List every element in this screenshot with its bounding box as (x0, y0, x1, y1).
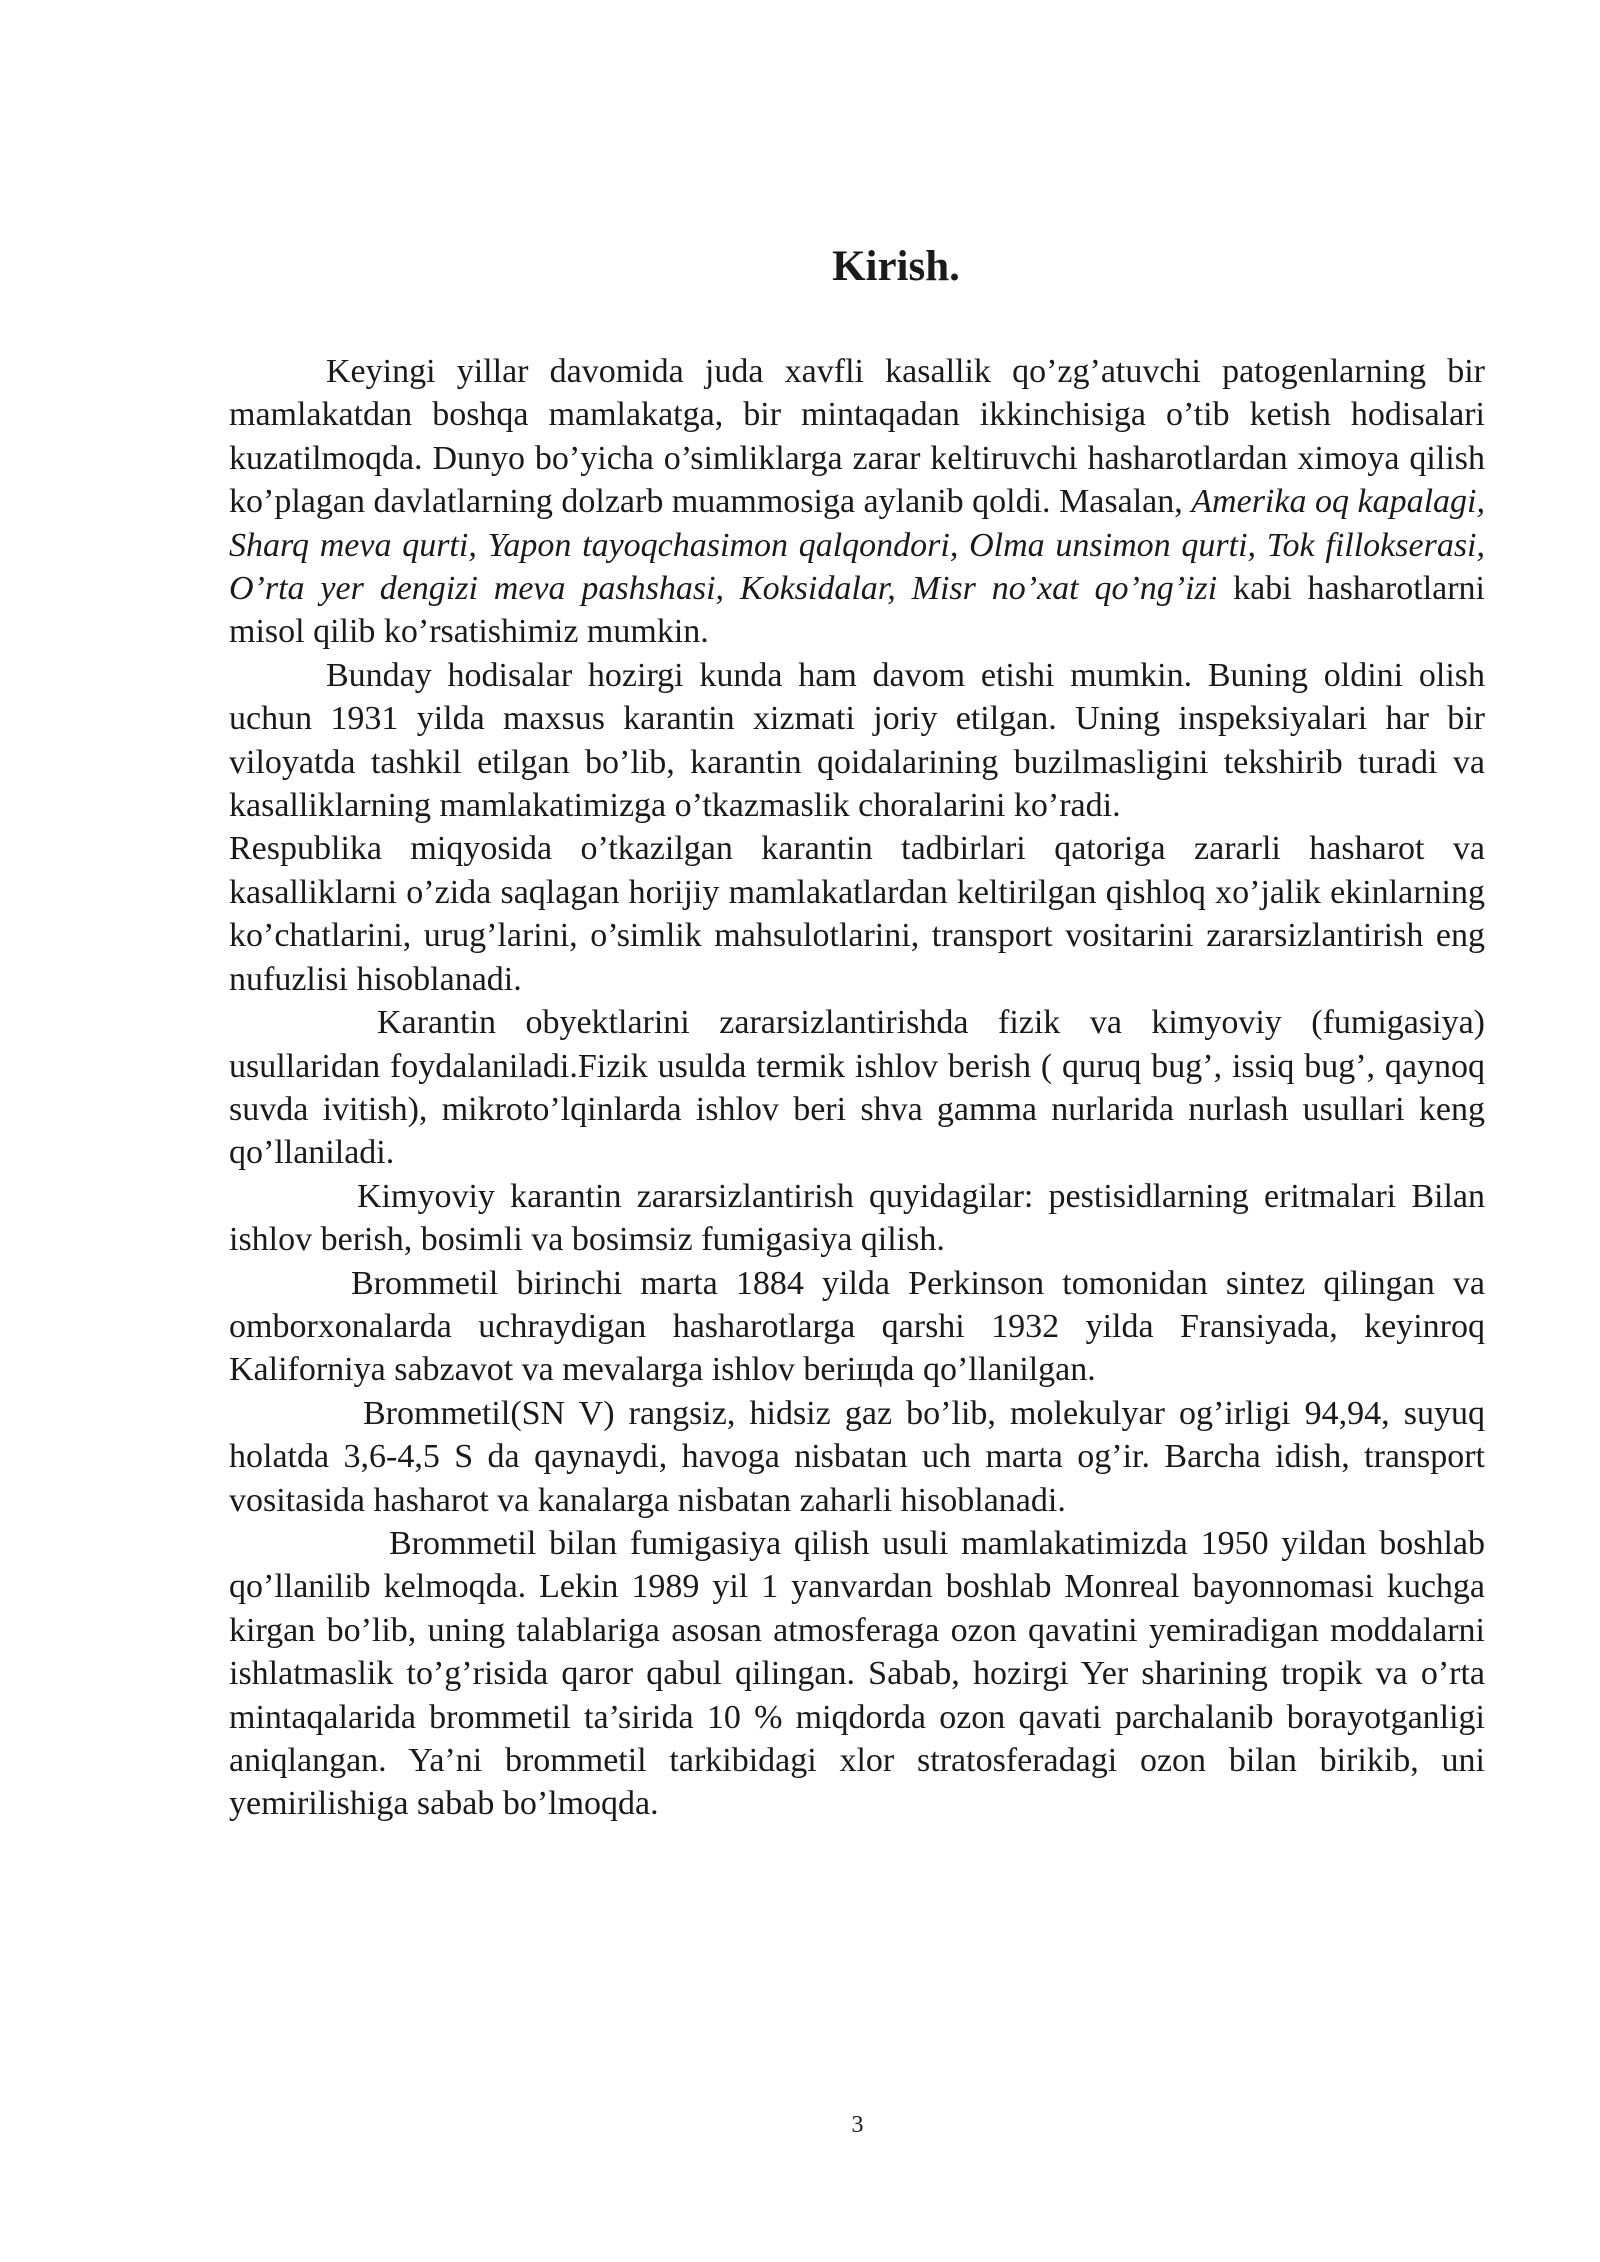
page-title: Kirish. (832, 243, 960, 290)
pest-list-italic: Amerika oq kapalagi, Sharq meva qurti, Yapon tayoqchasimon qalqondori, Olma unsimon qurti, Tok fillokserasi, O’rta yer dengizi meva pashshasi, Koksidalar, Misr no’xat qo’ng’izi (229, 483, 1485, 608)
paragraph-republic-measures: Respublika miqyosida o’tkazilgan karantin tadbirlari qatoriga zararli hasharot va kasalliklarni o’zida saqlagan horijiy mamlakatlardan keltirilgan qishloq xo’jalik ekinlarning ko’chatlarini, urug’larini, o’simlik mahsulotlarini, transport vositarini zararsizlantirish eng nufuzlisi hisoblanadi. (229, 830, 1485, 998)
paragraph-chemical-disinfection: Kimyoviy karantin zararsizlantirish quyidagilar: pestisidlarning eritmalari Bilan ishlov berish, bosimli va bosimsiz fumigasiya qilish. (229, 1177, 1485, 1259)
paragraph-text: Keyingi yillar davomida juda xavfli kasallik qo’zg’atuvchi patogenlarning bir mamlakatdan boshqa mamlakatga, bir mintaqadan ikkinchisiga o’tib ketish hodisalari kuzatilmoqda. Dunyo bo’yicha o’simliklarga zarar keltiruvchi hasharotlardan ximoya qilish ko’plagan davlatlarning dolzarb muammosiga aylanib qoldi. Masalan, (229, 353, 1485, 521)
paragraph-text: kabi hasharotlarni misol qilib ko’rsatishimiz mumkin. (229, 570, 1485, 651)
document-body (229, 350, 1485, 1826)
paragraph-quarantine-service: Bunday hodisalar hozirgi kunda ham davom etishi mumkin. Buning oldini olish uchun 1931 yilda maxsus karantin xizmati joriy etilgan. Uning inspeksiyalari har bir viloyatda tashkil etilgan bo’lib, karantin qoidalarining buzilmasligini tekshirib turadi va kasalliklarning mamlakatimizga o’tkazmaslik choralarini ko’radi. (229, 656, 1485, 825)
paragraph-brommetil-properties: Brommetil(SN V) rangsiz, hidsiz gaz bo’lib, molekulyar og’irligi 94,94, suyuq holatda 3,6-4,5 S da qaynaydi, havoga nisbatan uch marta og’ir. Barcha idish, transport vositasida hasharot va kanalarga nisbatan zaharli hisoblanadi. (229, 1394, 1485, 1519)
paragraph-introduction (229, 350, 1485, 654)
page-number: 3 (851, 2112, 864, 2138)
paragraph-brommetil-fumigation: Brommetil bilan fumigasiya qilish usuli mamlakatimizda 1950 yildan boshlab qo’llanilib kelmoqda. Lekin 1989 yil 1 yanvardan boshlab Monreal bayonnomasi kuchga kirgan bo’lib, uning talablariga asosan atmosferaga ozon qavatini yemiradigan moddalarni ishlatmaslik to’g’risida qaror qabul qilingan. Sabab, hozirgi Yer sharining tropik va o’rta mintaqalarida brommetil ta’sirida 10 % miqdorda ozon qavati parchalanib borayotganligi aniqlangan. Ya’ni brommetil tarkibidagi xlor stratosferadagi ozon bilan birikib, uni yemirilishiga sabab bo’lmoqda. (229, 1524, 1485, 1823)
paragraph-disinfection-methods: Karantin obyektlarini zararsizlantirishda fizik va kimyoviy (fumigasiya) usullaridan foydalaniladi.Fizik usulda termik ishlov berish ( quruq bug’, issiq bug’, qaynoq suvda ivitish), mikroto’lqinlarda ishlov beri shva gamma nurlarida nurlash usullari keng qo’llaniladi. (229, 1004, 1485, 1172)
paragraph-brommetil-history: Brommetil birinchi marta 1884 yilda Perkinson tomonidan sintez qilingan va omborxonalarda uchraydigan hasharotlarga qarshi 1932 yilda Fransiyada, keyinroq Kaliforniya sabzavot va mevalarga ishlov beriщda qo’llanilgan. (229, 1264, 1485, 1389)
